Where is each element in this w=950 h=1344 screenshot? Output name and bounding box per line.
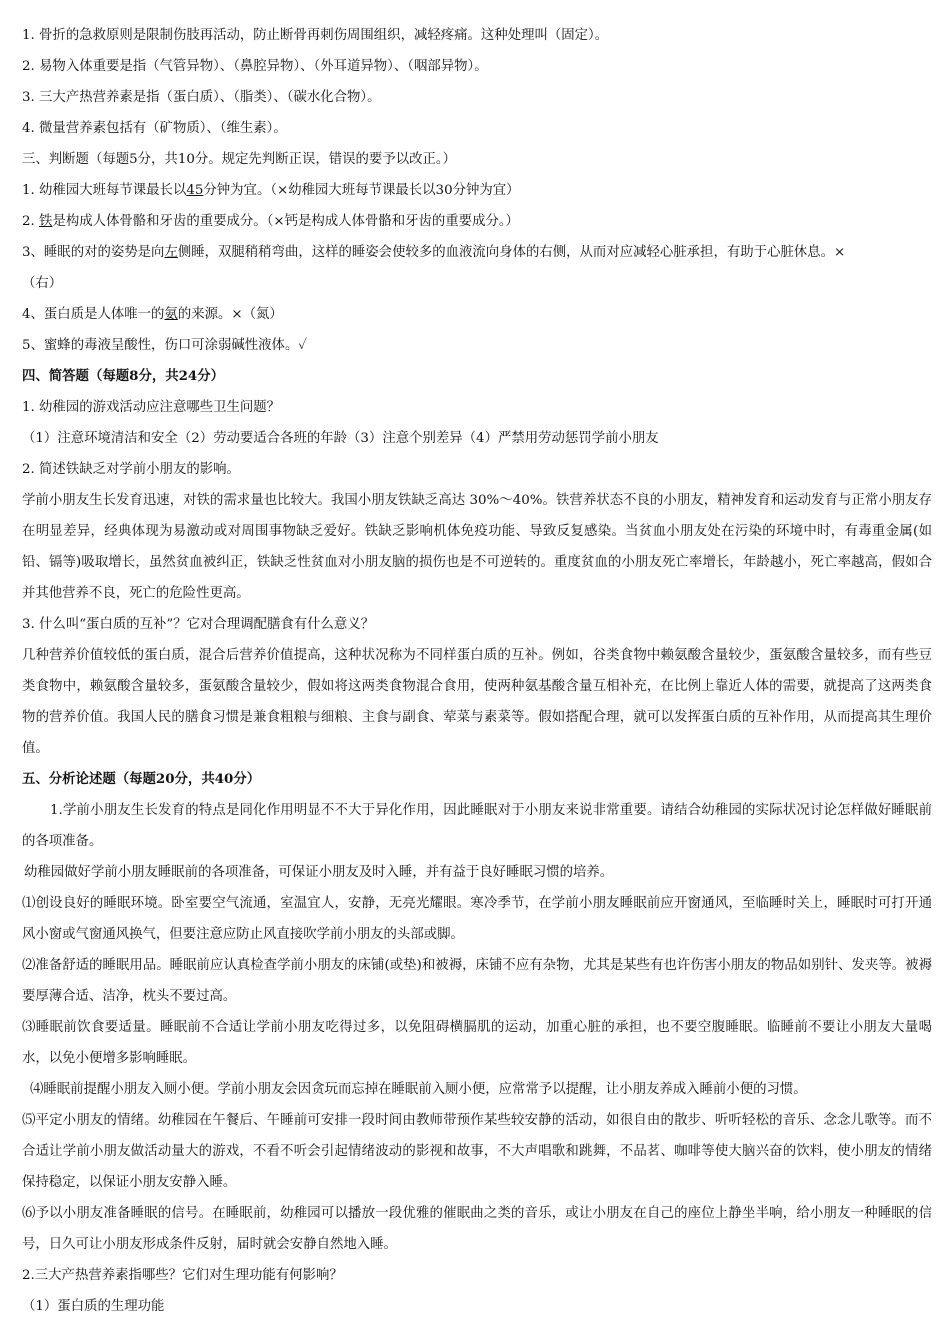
judge-item-3: 3、睡眠的对的姿势是向左侧睡，双腿稍稍弯曲，这样的睡姿会使较多的血液流向身体的右侧，从而对应减轻心脏承担，有助于心脏休息。× (22, 245, 846, 260)
fill-item-2: 2. 易物入体重要是指（气管异物）、（鼻腔异物）、（外耳道异物）、（咽部异物）。 (22, 59, 488, 74)
fill-item-1: 1. 骨折的急救原则是限制伤肢再活动，防止断骨再刺伤周围组织，减轻疼痛。这种处理叫（固定）。 (22, 28, 609, 43)
essay-heading: 五、分析论述题（每题20分，共40分） (22, 771, 261, 787)
essay-answer-1-intro: 幼稚园做好学前小朋友睡眠前的各项准备，可保证小朋友及时入睡，并有益于良好睡眠习惯的培养。 (24, 865, 614, 880)
short-answer-3: 几种营养价值较低的蛋白质，混合后营养价值提高，这种状况称为不同样蛋白质的互补。例如，谷类食物中赖氨酸含量较少，蛋氨酸含量较多，而有些豆类食物中，赖氨酸含量较多，蛋氨酸含量较少，假如将这两类食物混合食用，使两种氨基酸含量互相补充，在比例上靠近人体的需要，就提高了这两类食物的营养价值。我国人民的膳食习惯是兼食粗粮与细粮、主食与副食、荤菜与素菜等。假如搭配合理，就可以发挥蛋白质的互补作用，从而提高其生理价值。 (22, 648, 932, 756)
essay-answer-1-point-4: ⑷睡眠前提醒小朋友入厕小便。学前小朋友会因贪玩而忘掉在睡眠前入厕小便，应常常予以提醒，让小朋友养成入睡前小便的习惯。 (30, 1082, 807, 1097)
short-answer-2: 学前小朋友生长发育迅速，对铁的需求量也比较大。我国小朋友铁缺乏高达 30%～40%。铁营养状态不良的小朋友，精神发育和运动发育与正常小朋友存在明显差异，经典体现为易激动或对周围事物缺乏爱好。铁缺乏影响机体免疫功能、导致反复感染。当贫血小朋友处在污染的环境中时，有毒重金属(如铅、镉等)吸取增长，虽然贫血被纠正，铁缺乏性贫血对小朋友脑的损伤也是不可逆转的。重度贫血的小朋友死亡率增长，年龄越小，死亡率越高，假如合并其他营养不良，死亡的危险性更高。 (22, 493, 932, 601)
short-question-1: 1. 幼稚园的游戏活动应注意哪些卫生问题？ (22, 400, 281, 415)
short-question-2: 2. 简述铁缺乏对学前小朋友的影响。 (22, 462, 240, 477)
essay-answer-1-point-3: ⑶睡眠前饮食要适量。睡眠前不合适让学前小朋友吃得过多，以免阻碍横膈肌的运动，加重心脏的承担，也不要空腹睡眠。临睡前不要让小朋友大量喝水，以免小便增多影响睡眠。 (22, 1020, 932, 1066)
judge-item-1: 1. 幼稚园大班每节课最长以45分钟为宜。（×幼稚园大班每节课最长以30分钟为宜） (22, 183, 520, 198)
judge-item-3-answer: （右） (22, 276, 63, 291)
essay-answer-1-point-6: ⑹予以小朋友准备睡眠的信号。在睡眠前，幼稚园可以播放一段优雅的催眠曲之类的音乐，或让小朋友在自己的座位上静坐半响，给小朋友一种睡眠的信号，日久可让小朋友形成条件反射，届时就会安静自然地入睡。 (22, 1206, 932, 1252)
essay-question-2: 2.三大产热营养素指哪些？它们对生理功能有何影响？ (22, 1268, 343, 1283)
short-question-3: 3. 什么叫“蛋白质的互补”？它对合理调配膳食有什么意义？ (22, 617, 375, 632)
judge-heading: 三、判断题（每题5分，共10分。规定先判断正误，错误的要予以改正。） (22, 152, 456, 167)
essay-answer-1-point-2: ⑵准备舒适的睡眠用品。睡眠前应认真检查学前小朋友的床铺(或垫)和被褥，床铺不应有杂物，尤其是某些有也许伤害小朋友的物品如别针、发夹等。被褥要厚薄合适、洁净，枕头不要过高。 (22, 958, 932, 1004)
short-answer-heading: 四、简答题（每题8分，共24分） (22, 368, 225, 384)
judge-item-2: 2. 铁是构成人体骨骼和牙齿的重要成分。（×钙是构成人体骨骼和牙齿的重要成分。） (22, 214, 519, 229)
short-answer-1: （1）注意环境清洁和安全（2）劳动要适合各班的年龄（3）注意个别差异（4）严禁用劳动惩罚学前小朋友 (22, 431, 659, 446)
fill-item-3: 3. 三大产热营养素是指（蛋白质）、（脂类）、（碳水化合物）。 (22, 90, 381, 105)
essay-question-1: 1.学前小朋友生长发育的特点是同化作用明显不不大于异化作用，因此睡眠对于小朋友来说非常重要。请结合幼稚园的实际状况讨论怎样做好睡眠前的各项准备。 (22, 803, 932, 849)
essay-answer-1-point-5: ⑸平定小朋友的情绪。幼稚园在午餐后、午睡前可安排一段时间由教师带预作某些较安静的活动，如很自由的散步、听听轻松的音乐、念念儿歌等。而不合适让学前小朋友做活动量大的游戏，不看不听会引起情绪波动的影视和故事，不大声唱歌和跳舞，不品茗、咖啡等使大脑兴奋的饮料，使小朋友的情绪保持稳定，以保证小朋友安静入睡。 (22, 1113, 932, 1190)
judge-item-5: 5、蜜蜂的毒液呈酸性，伤口可涂弱碱性液体。✓ (22, 338, 307, 353)
essay-answer-1-point-1: ⑴创设良好的睡眠环境。卧室要空气流通，室温宜人，安静，无亮光耀眼。寒冷季节，在学前小朋友睡眠前应开窗通风，至临睡时关上，睡眠时可打开通风小窗或气窗通风换气，但要注意应防止风直接吹学前小朋友的头部或脚。 (22, 896, 932, 942)
judge-item-4: 4、蛋白质是人体唯一的氨的来源。×（氮） (22, 307, 283, 322)
fill-item-4: 4. 微量营养素包括有（矿物质）、（维生素）。 (22, 121, 287, 136)
essay-answer-2-point-1: （1）蛋白质的生理功能 (22, 1299, 165, 1314)
